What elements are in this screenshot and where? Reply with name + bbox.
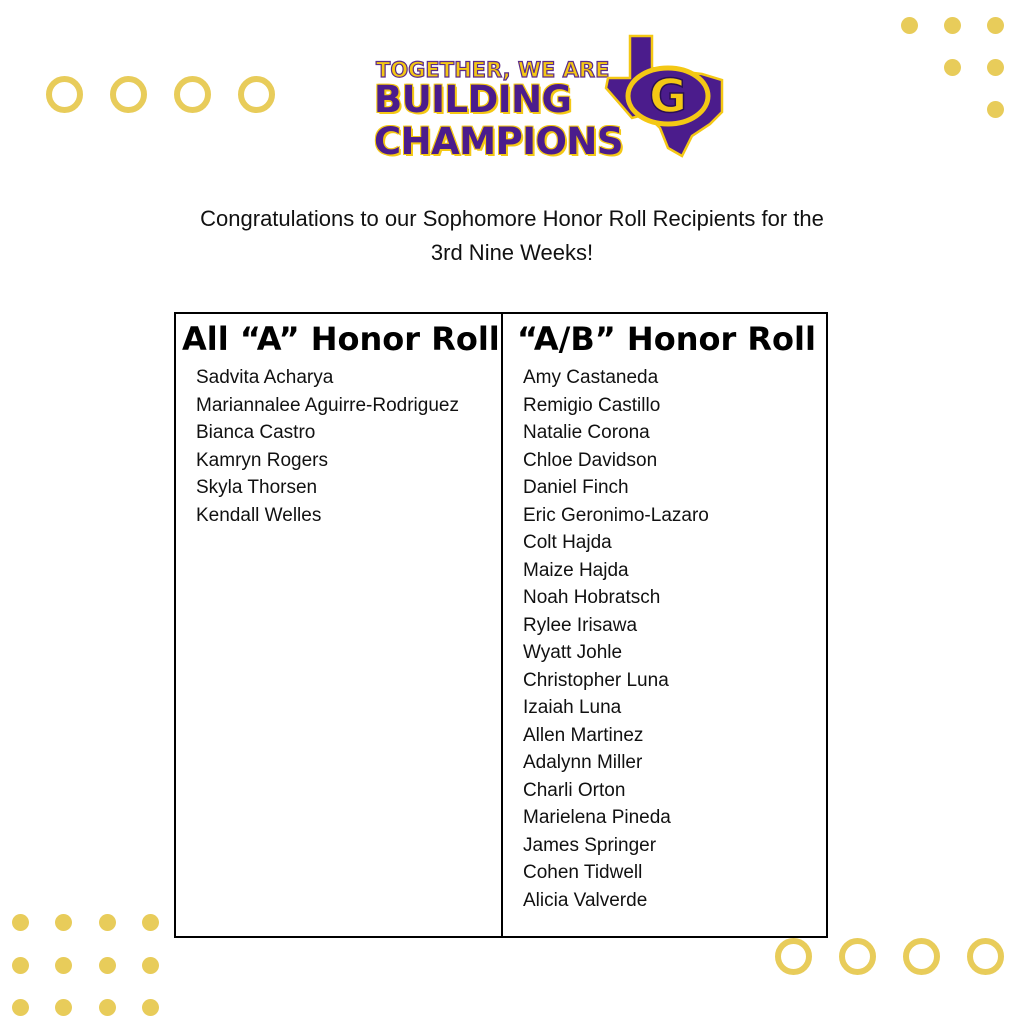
honor-roll-name: Colt Hajda [523,532,612,553]
honor-roll-name: Adalynn Miller [523,752,643,773]
ab-heading: “A/B” Honor Roll [517,320,816,358]
honor-roll-name: Sadvita Acharya [196,367,334,388]
decor-dot [12,957,29,974]
honor-roll-name: Charli Orton [523,779,626,801]
decor-ring [238,76,275,113]
honor-roll-name: Mariannalee Aguirre-Rodriguez [196,394,459,416]
building-champions-logo [374,34,724,162]
honor-roll-name: James Springer [523,834,657,856]
decor-dot [99,957,116,974]
ab-name-list [503,364,828,914]
decor-dot [55,999,72,1016]
decor-ring [46,76,83,113]
honor-roll-name: Rylee Irisawa [523,614,638,636]
honor-roll-name: Daniel Finch [523,477,629,498]
logo-tagline: TOGETHER, WE ARE [376,58,610,82]
decor-dot [944,59,961,76]
honor-roll-name: Cohen Tidwell [523,862,643,883]
decor-ring [839,938,876,975]
decor-ring [775,938,812,975]
decor-dot [55,914,72,931]
honor-roll-name: Maize Hajda [523,559,629,581]
decor-ring [110,76,147,113]
decor-dot [99,914,116,931]
honor-roll-name: Wyatt Johle [523,642,623,663]
emblem-letter: G [649,69,687,123]
honor-roll-name: Bianca Castro [196,422,316,443]
all-a-heading: All “A” Honor Roll [182,320,500,358]
intro-line-2: 3rd Nine Weeks! [430,240,594,265]
honor-roll-name: Noah Hobratsch [523,587,661,608]
honor-roll-name: Skyla Thorsen [196,477,318,498]
all-a-column [176,314,501,529]
decor-dot [99,999,116,1016]
decor-dot [987,101,1004,118]
honor-roll-name: Kendall Welles [196,504,322,526]
texas-g-emblem-icon [602,34,724,158]
decor-dot [12,999,29,1016]
decor-dot [55,957,72,974]
decor-dot [12,914,29,931]
decor-ring [967,938,1004,975]
honor-roll-name: Izaiah Luna [523,697,622,718]
decor-ring [903,938,940,975]
decor-dot [142,914,159,931]
honor-roll-name: Allen Martinez [523,724,644,746]
honor-roll-name: Kamryn Rogers [196,449,328,471]
honor-roll-name: Eric Geronimo-Lazaro [523,504,709,526]
honor-roll-table [174,312,828,938]
honor-roll-name: Amy Castaneda [523,367,659,388]
decor-ring [174,76,211,113]
honor-roll-name: Alicia Valverde [523,889,648,911]
decor-dot [987,17,1004,34]
logo-champions: CHAMPIONS [374,120,624,163]
intro-text [112,202,912,270]
logo-building: BUILDING [374,78,572,121]
honor-roll-name: Christopher Luna [523,669,669,691]
intro-line-1: Congratulations to our Sophomore Honor Roll Recipients for the [200,206,824,231]
decor-dot [987,59,1004,76]
decor-dot [142,957,159,974]
all-a-name-list [176,364,501,529]
decor-dot [142,999,159,1016]
decor-dot [944,17,961,34]
honor-roll-name: Remigio Castillo [523,394,661,416]
ab-column [503,314,828,914]
decor-dot [901,17,918,34]
honor-roll-name: Natalie Corona [523,422,650,443]
honor-roll-name: Chloe Davidson [523,449,658,471]
honor-roll-name: Marielena Pineda [523,807,671,828]
